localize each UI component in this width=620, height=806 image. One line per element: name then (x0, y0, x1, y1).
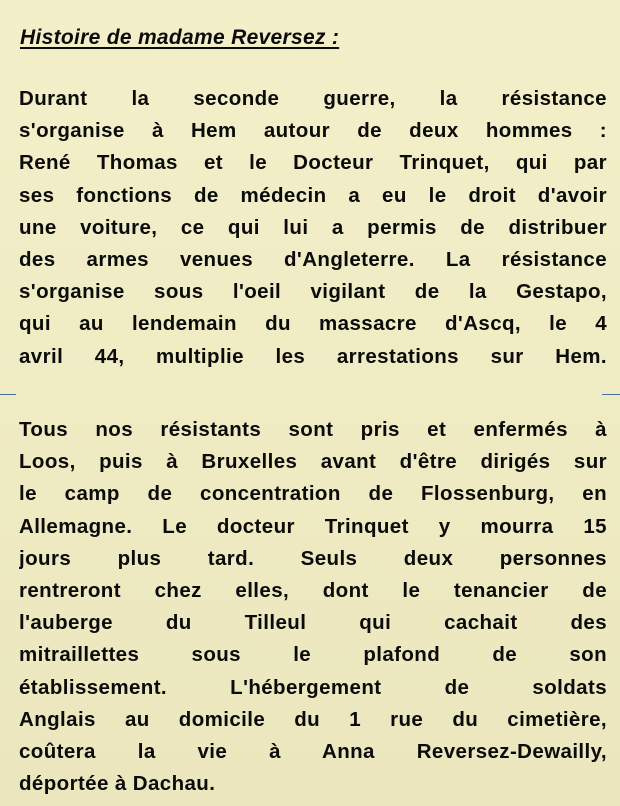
paragraph-2 (19, 414, 607, 800)
text-line: l'auberge du Tilleul qui cachait des (19, 611, 607, 635)
text-line: s'organise à Hem autour de deux hommes : (19, 119, 607, 143)
text-line: Allemagne. Le docteur Trinquet y mourra 15 (19, 514, 607, 538)
text-line: Tous nos résistants sont pris et enfermés à (19, 418, 607, 441)
text-line: Loos, puis à Bruxelles avant d'être dirigés sur (19, 450, 607, 474)
paragraph-1 (19, 83, 607, 373)
text-line: ses fonctions de médecin a eu le droit d'avoir (19, 183, 607, 207)
text-line: établissement. L'hébergement de soldats (19, 675, 607, 699)
text-line: Anglais au domicile du 1 rue du cimetière, (19, 707, 607, 731)
document-title: Histoire de madame Reversez : (20, 26, 340, 49)
text-line: des armes venues d'Angleterre. La résistance (19, 247, 607, 271)
text-line: s'organise sous l'oeil vigilant de la Gestapo, (19, 280, 607, 304)
text-line: coûtera la vie à Anna Reversez-Dewailly, (19, 739, 607, 763)
text-line: qui au lendemain du massacre d'Ascq, le 4 (19, 312, 607, 336)
separator-mark-right (602, 394, 620, 395)
text-line: mitraillettes sous le plafond de son (19, 643, 607, 667)
text-line: une voiture, ce qui lui a permis de distribuer (19, 215, 607, 239)
text-line: jours plus tard. Seuls deux personnes (19, 546, 607, 570)
separator-mark-left (0, 394, 16, 395)
text-line: René Thomas et le Docteur Trinquet, qui par (19, 151, 607, 175)
text-line: avril 44, multiplie les arrestations sur Hem. (19, 344, 607, 368)
text-line: Durant la seconde guerre, la résistance (19, 87, 607, 110)
text-line: rentreront chez elles, dont le tenancier de (19, 578, 607, 602)
text-line: déportée à Dachau. (19, 772, 216, 796)
text-line: le camp de concentration de Flossenburg, en (19, 482, 607, 506)
